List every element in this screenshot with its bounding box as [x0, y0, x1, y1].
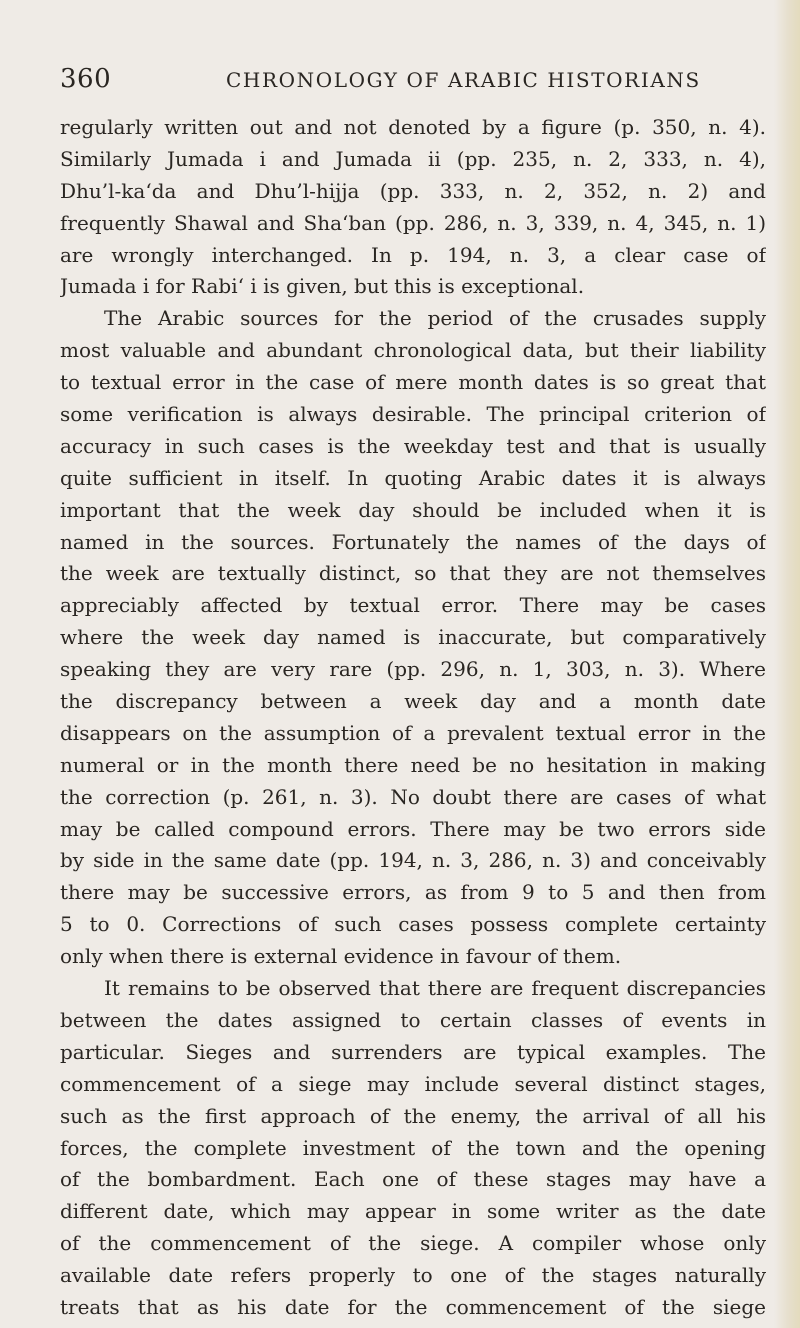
text-line: Similarly Jumada i and Jumada ii (pp. 235, n. 2, 333, n. 4), [60, 146, 766, 171]
text-line: 5 to 0. Corrections of such cases possess complete certainty [60, 912, 766, 937]
text-line: quite sufficient in itself. In quoting Arabic dates it is always [60, 465, 766, 490]
text-line: disappears on the assumption of a prevalent textual error in the [60, 720, 766, 745]
text-line: the week are textually distinct, so that they are not themselves [60, 561, 766, 586]
text-line: there may be successive errors, as from 9 to 5 and then from [60, 880, 766, 905]
text-line: different date, which may appear in some writer as the date [60, 1199, 766, 1224]
text-line: by side in the same date (pp. 194, n. 3, 286, n. 3) and conceivably [60, 848, 766, 873]
text-line: of the commencement of the siege. A compiler whose only [60, 1231, 766, 1256]
text-line: the correction (p. 261, n. 3). No doubt there are cases of what [60, 784, 766, 809]
text-line: accuracy in such cases is the weekday test and that is usually [60, 433, 766, 458]
text-line: such as the first approach of the enemy, the arrival of all his [60, 1103, 766, 1128]
page-edge-shadow [774, 0, 800, 1328]
text-line: some verification is always desirable. The principal criterion of [60, 402, 766, 427]
running-title: CHRONOLOGY OF ARABIC HISTORIANS [226, 68, 701, 92]
text-line: treats that as his date for the commencement of the siege [60, 1294, 766, 1319]
text-line: forces, the complete investment of the town and the opening [60, 1135, 766, 1160]
text-line: Dhu’l-ka‘da and Dhu’l-hijja (pp. 333, n. 2, 352, n. 2) and [60, 178, 766, 203]
paragraph-start-line: The Arabic sources for the period of the crusades supply [104, 306, 766, 331]
text-line: may be called compound errors. There may be two errors side [60, 816, 766, 841]
text-line: regularly written out and not denoted by a figure (p. 350, n. 4). [60, 115, 766, 139]
page-header [0, 64, 800, 104]
text-line: frequently Shawal and Sha‘ban (pp. 286, n. 3, 339, n. 4, 345, n. 1) [60, 210, 766, 235]
text-line: only when there is external evidence in favour of them. [60, 944, 622, 969]
text-line: to textual error in the case of mere month dates is so great that [60, 370, 766, 395]
text-line: named in the sources. Fortunately the names of the days of [60, 529, 766, 554]
text-line: most valuable and abundant chronological data, but their liability [60, 338, 766, 363]
text-line: numeral or in the month there need be no hesitation in making [60, 752, 766, 777]
text-line: between the dates assigned to certain classes of events in [60, 1007, 766, 1032]
text-line: available date refers properly to one of the stages naturally [60, 1263, 766, 1288]
text-line: particular. Sieges and surrenders are typical examples. The [60, 1039, 766, 1064]
text-line: where the week day named is inaccurate, but comparatively [60, 625, 766, 650]
text-line: are wrongly interchanged. In p. 194, n. 3, a clear case of [60, 242, 766, 267]
text-line: important that the week day should be included when it is [60, 497, 766, 522]
page-number: 360 [60, 64, 112, 94]
text-line: speaking they are very rare (pp. 296, n. 1, 303, n. 3). Where [60, 657, 766, 682]
text-line: commencement of a siege may include several distinct stages, [60, 1071, 766, 1096]
body-text [60, 112, 766, 1324]
text-line: of the bombardment. Each one of these stages may have a [60, 1167, 766, 1192]
paragraph-start-line: It remains to be observed that there are frequent discrepancies [104, 976, 766, 1001]
text-line: appreciably affected by textual error. There may be cases [60, 593, 766, 618]
text-line: Jumada i for Rabi‘ i is given, but this is exceptional. [60, 274, 585, 299]
text-line: the discrepancy between a week day and a month date [60, 689, 766, 714]
